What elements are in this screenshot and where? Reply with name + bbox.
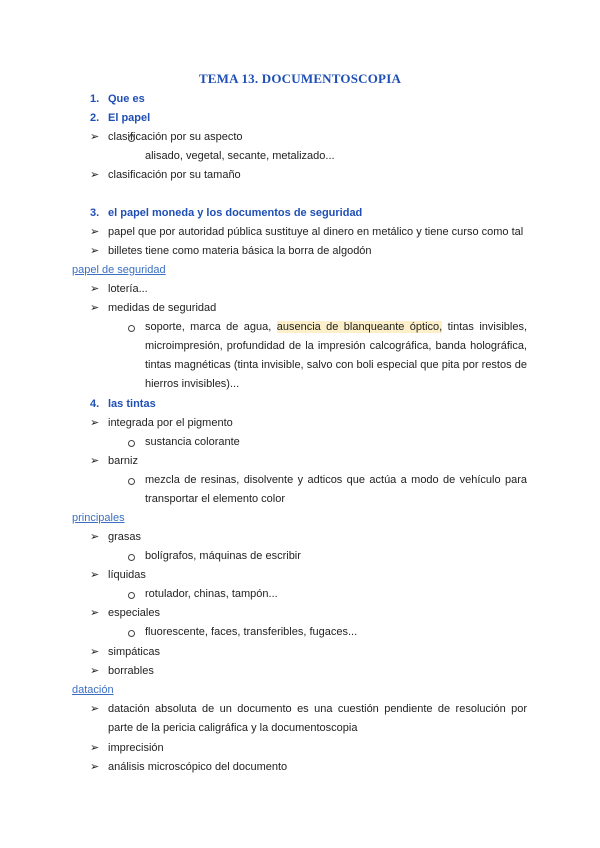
list-item: alisado, vegetal, secante, metalizado... bbox=[145, 150, 335, 162]
list-item: grasas bbox=[108, 531, 142, 543]
barniz-paragraph: mezcla de resinas, disolvente y adticos que actúa a modo de vehículo para transportar el elemento color bbox=[145, 474, 527, 505]
highlighted-text: ausencia de blanqueante óptico, bbox=[276, 321, 443, 333]
section-4-heading: las tintas bbox=[108, 398, 156, 410]
list-item: especiales bbox=[108, 607, 160, 619]
section-1-number: 1. bbox=[90, 93, 100, 105]
circle-bullet-icon bbox=[128, 630, 135, 637]
list-item: rotulador, chinas, tampón... bbox=[145, 588, 278, 600]
list-item: medidas de seguridad bbox=[108, 302, 217, 314]
arrow-bullet-icon: ➢ bbox=[90, 646, 100, 658]
arrow-bullet-icon: ➢ bbox=[90, 283, 100, 295]
paragraph-text: soporte, marca de agua, bbox=[145, 321, 277, 333]
arrow-bullet-icon: ➢ bbox=[90, 302, 100, 314]
list-item: barniz bbox=[108, 455, 138, 467]
list-item: imprecisión bbox=[108, 742, 164, 754]
list-item: simpáticas bbox=[108, 646, 160, 658]
section-1-heading: Que es bbox=[108, 93, 145, 105]
circle-bullet-icon bbox=[128, 440, 135, 447]
list-item: lotería... bbox=[108, 283, 148, 295]
arrow-bullet-icon: ➢ bbox=[90, 531, 100, 543]
list-item: líquidas bbox=[108, 569, 146, 581]
list-item: fluorescente, faces, transferibles, fugaces... bbox=[145, 626, 358, 638]
arrow-bullet-icon: ➢ bbox=[90, 245, 100, 257]
circle-bullet-icon bbox=[128, 554, 135, 561]
section-3-number: 3. bbox=[90, 207, 100, 219]
document-title: TEMA 13. DOCUMENTOSCOPIA bbox=[198, 71, 402, 86]
list-item: bolígrafos, máquinas de escribir bbox=[145, 550, 301, 562]
list-item: sustancia colorante bbox=[145, 436, 240, 448]
list-item: billetes tiene como materia básica la borra de algodón bbox=[108, 245, 372, 257]
arrow-bullet-icon: ➢ bbox=[90, 761, 100, 773]
arrow-bullet-icon: ➢ bbox=[90, 131, 100, 143]
circle-bullet-icon bbox=[128, 592, 135, 599]
arrow-bullet-icon: ➢ bbox=[90, 169, 100, 181]
arrow-bullet-icon: ➢ bbox=[90, 703, 100, 715]
list-item: análisis microscópico del documento bbox=[108, 761, 288, 773]
circle-bullet-icon bbox=[128, 478, 135, 485]
paragraph-text: tintas invisibles, microimpresión, profundidad de la impresión calcográfica, banda holográfica, tintas magnéticas (tinta invisible, salvo con boli especial que pita por restos de hierros invisibles)... bbox=[145, 321, 528, 390]
arrow-bullet-icon: ➢ bbox=[90, 742, 100, 754]
section-3-heading: el papel moneda y los documentos de seguridad bbox=[108, 207, 363, 219]
arrow-bullet-icon: ➢ bbox=[90, 569, 100, 581]
section-4-number: 4. bbox=[90, 398, 100, 410]
principales-link[interactable]: principales bbox=[72, 512, 125, 524]
security-measures-paragraph bbox=[145, 318, 527, 394]
datacion-paragraph: datación absoluta de un documento es una cuestión pendiente de resolución por parte de la pericia caligráfica y la documentoscopia bbox=[108, 703, 527, 734]
papel-seguridad-link[interactable]: papel de seguridad bbox=[72, 264, 166, 276]
section-2-number: 2. bbox=[90, 112, 100, 124]
list-item: integrada por el pigmento bbox=[108, 417, 233, 429]
circle-bullet-icon bbox=[128, 325, 135, 332]
list-item: borrables bbox=[108, 665, 154, 677]
datacion-link[interactable]: datación bbox=[72, 684, 114, 696]
list-item: papel que por autoridad pública sustituye al dinero en metálico y tiene curso como tal bbox=[108, 226, 524, 238]
arrow-bullet-icon: ➢ bbox=[90, 665, 100, 677]
arrow-bullet-icon: ➢ bbox=[90, 226, 100, 238]
section-2-heading: El papel bbox=[108, 112, 151, 124]
arrow-bullet-icon: ➢ bbox=[90, 417, 100, 429]
list-item: clasificación por su aspecto bbox=[108, 131, 243, 143]
circle-bullet-icon bbox=[128, 135, 135, 142]
list-item: clasificación por su tamaño bbox=[108, 169, 241, 181]
arrow-bullet-icon: ➢ bbox=[90, 607, 100, 619]
arrow-bullet-icon: ➢ bbox=[90, 455, 100, 467]
